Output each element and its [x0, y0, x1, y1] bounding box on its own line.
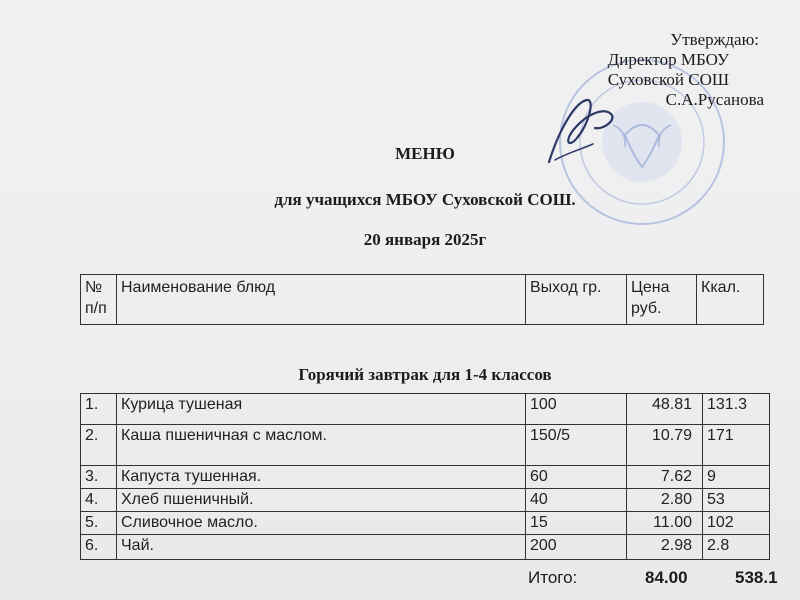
row-kcal: 102 — [703, 512, 770, 535]
row-dish-name: Хлеб пшеничный. — [117, 489, 526, 512]
total-kcal: 538.1 — [735, 568, 778, 587]
header-kcal: Ккал. — [697, 275, 764, 325]
row-price: 7.62 — [627, 466, 703, 489]
header-dish-name: Наименование блюд — [117, 275, 526, 325]
table-row — [81, 466, 770, 489]
table-row — [81, 535, 770, 560]
row-output: 60 — [526, 466, 627, 489]
row-dish-name: Каша пшеничная с маслом. — [117, 425, 526, 466]
section-title: Горячий завтрак для 1-4 классов — [298, 365, 552, 384]
header-num: № п/п — [81, 275, 117, 325]
header-price: Цена руб. — [627, 275, 697, 325]
row-dish-name: Капуста тушенная. — [117, 466, 526, 489]
row-num: 2. — [81, 425, 117, 466]
row-price: 2.98 — [627, 535, 703, 560]
row-kcal: 9 — [703, 466, 770, 489]
approval-school: Суховской СОШ — [607, 70, 729, 89]
table-row — [81, 512, 770, 535]
table-row — [81, 425, 770, 466]
row-output: 15 — [526, 512, 627, 535]
row-kcal: 53 — [703, 489, 770, 512]
table-row — [81, 394, 770, 425]
page-subtitle: для учащихся МБОУ Суховской СОШ. — [274, 190, 576, 209]
approval-block — [608, 30, 764, 110]
header-row — [81, 275, 764, 325]
row-num: 5. — [81, 512, 117, 535]
row-price: 11.00 — [627, 512, 703, 535]
row-kcal: 2.8 — [703, 535, 770, 560]
row-output: 150/5 — [526, 425, 627, 466]
approval-caption: Утверждаю: — [670, 30, 759, 49]
row-kcal: 171 — [703, 425, 770, 466]
row-price: 2.80 — [627, 489, 703, 512]
row-output: 40 — [526, 489, 627, 512]
page-title: МЕНЮ — [395, 144, 455, 163]
approval-director-name: С.А.Русанова — [665, 90, 764, 109]
total-label: Итого: — [528, 568, 578, 587]
row-num: 4. — [81, 489, 117, 512]
row-num: 3. — [81, 466, 117, 489]
menu-date: 20 января 2025г — [363, 230, 487, 249]
row-price: 48.81 — [627, 394, 703, 425]
row-dish-name: Курица тушеная — [117, 394, 526, 425]
row-output: 200 — [526, 535, 627, 560]
menu-table — [80, 393, 770, 560]
row-price: 10.79 — [627, 425, 703, 466]
approval-position: Директор МБОУ — [607, 50, 729, 69]
row-kcal: 131.3 — [703, 394, 770, 425]
column-header-table — [80, 274, 764, 325]
row-num: 6. — [81, 535, 117, 560]
header-output: Выход гр. — [526, 275, 627, 325]
row-num: 1. — [81, 394, 117, 425]
row-dish-name: Сливочное масло. — [117, 512, 526, 535]
total-price: 84.00 — [645, 568, 688, 587]
table-row — [81, 489, 770, 512]
row-dish-name: Чай. — [117, 535, 526, 560]
row-output: 100 — [526, 394, 627, 425]
